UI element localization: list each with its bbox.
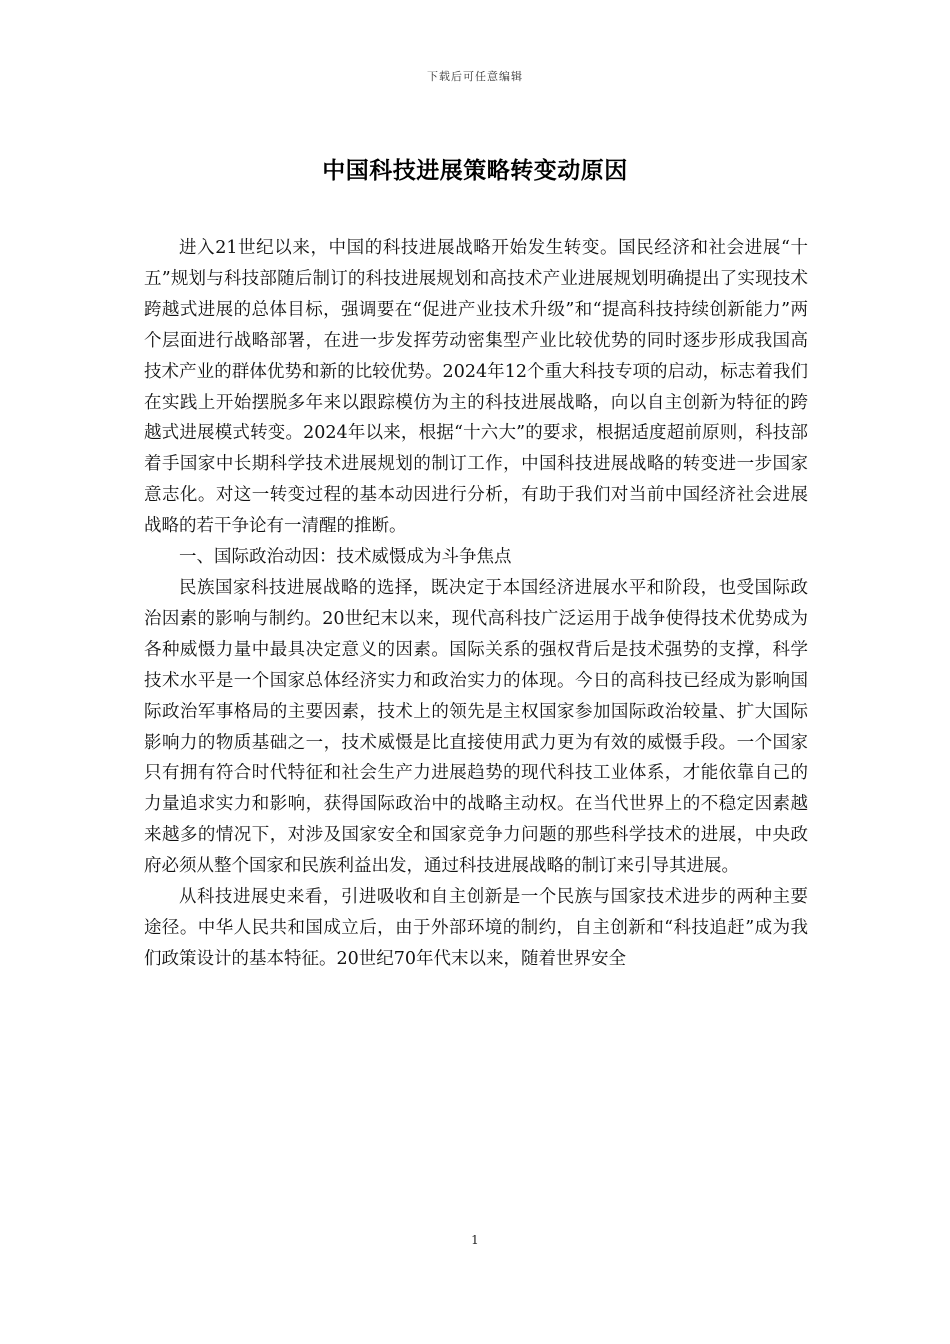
document-title: 中国科技进展策略转变动原因 (322, 157, 628, 184)
page-number: 1 (471, 1233, 479, 1247)
section-heading: 一、国际政治动因：技术威慑成为斗争焦点 (179, 547, 512, 568)
page-header-note: 下载后可任意编辑 (427, 70, 523, 83)
paragraph-intro: 进入21世纪以来，中国的科技进展战略开始发生转变。国民经济和社会进展“十五”规划与科技部随后制订的科技进展规划和高技术产业进展规划明确提出了实现技术跨越式进展的总体目标，强调要在“促进产业技术升级”和“提高科技持续创新能力”两个层面进行战略部署，在进一步发挥劳动密集型产业比较优势的同时逐步形成我国高技术产业的群体优势和新的比较优势。2024年12个重大科技专项的启动，标志着我们在实践上开始摆脱多年来以跟踪模仿为主的科技进展战略，向以自主创新为特征的跨越式进展模式转变。2024年以来，根据“十六大”的要求，根据适度超前原则，科技部着手国家中长期科学技术进展规划的制订工作，中国科技进展战略的转变进一步国家意志化。对这一转变过程的基本动因进行分析，有助于我们对当前中国经济社会进展战略的若干争论有一清醒的推断。 (144, 238, 808, 537)
paragraph-tech-history: 从科技进展史来看，引进吸收和自主创新是一个民族与国家技术进步的两种主要途径。中华人民共和国成立后，由于外部环境的制约，自主创新和“科技追赶”成为我们政策设计的基本特征。20世纪70年代末以来，随着世界安全 (144, 887, 808, 969)
paragraph-international-politics: 民族国家科技进展战略的选择，既决定于本国经济进展水平和阶段，也受国际政治因素的影响与制约。20世纪末以来，现代高科技广泛运用于战争使得技术优势成为各种威慑力量中最具决定意义的因素。国际关系的强权背后是技术强势的支撑，科学技术水平是一个国家总体经济实力和政治实力的体现。今日的高科技已经成为影响国际政治军事格局的主要因素，技术上的领先是主权国家参加国际政治较量、扩大国际影响力的物质基础之一，技术威慑是比直接使用武力更为有效的威慑手段。一个国家只有拥有符合时代特征和社会生产力进展趋势的现代科技工业体系，才能依靠自己的力量追求实力和影响，获得国际政治中的战略主动权。在当代世界上的不稳定因素越来越多的情况下，对涉及国家安全和国家竞争力问题的那些科学技术的进展，中央政府必须从整个国家和民族利益出发，通过科技进展战略的制订来引导其进展。 (144, 577, 808, 877)
document-body (144, 233, 808, 975)
